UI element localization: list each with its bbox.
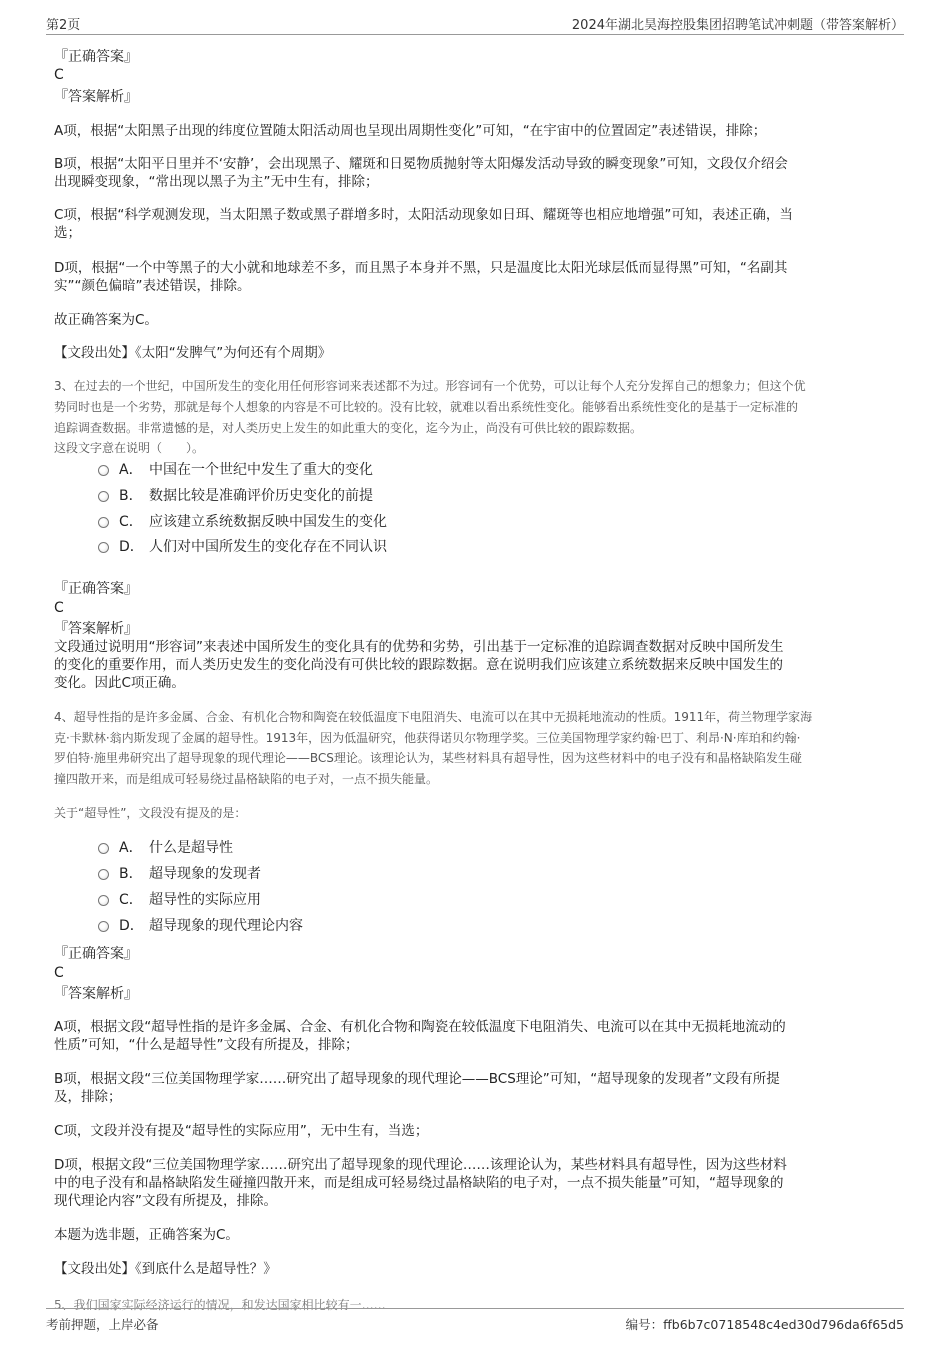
analysis-d-line2: 实”“颜色偏暗”表述错误，排除。: [54, 278, 251, 294]
analysis-d-line1: D项，根据“一个中等黑子的大小就和地球差不多，而且黑子本身并不黑，只是温度比太阳光球层低而显得黑”可知，“名副其: [54, 260, 788, 276]
radio-icon[interactable]: [98, 517, 109, 528]
q4-analysis-d-line1: D项，根据文段“三位美国物理学家……研究出了超导现象的现代理论……该理论认为，某些材料具有超导性，因为这些材料: [54, 1157, 787, 1173]
q4-option-d[interactable]: D． 超导现象的现代理论内容: [98, 917, 303, 935]
q4-stem-line2: 克·卡默林·翁内斯发现了金属的超导性。1913年，因为低温研究，他获得诺贝尔物理学奖。三位美国物理学家约翰·巴丁、利昂·N·库珀和约翰·: [54, 731, 801, 745]
document-title: 2024年湖北昊海控股集团招聘笔试冲刺题（带答案解析）: [571, 18, 904, 33]
q4-source-citation: 【文段出处】《到底什么是超导性？》: [54, 1261, 277, 1277]
radio-icon[interactable]: [98, 542, 109, 553]
q4-analysis-a-line1: A项，根据文段“超导性指的是许多金属、合金、有机化合物和陶瓷在较低温度下电阻消失、电流可以在其中无损耗地流动的: [54, 1019, 786, 1035]
q4-analysis-d-line2: 中的电子没有和晶格缺陷发生碰撞四散开来，而是组成可轻易绕过晶格缺陷的电子对，一点不损失能量”可知，“超导现象的: [54, 1175, 784, 1191]
analysis-b-line2: 出现瞬变现象，“常出现以黑子为主”无中生有，排除；: [54, 174, 379, 190]
radio-icon[interactable]: [98, 921, 109, 932]
q3-analysis-line2: 的变化的重要作用，而人类历史发生的变化尚没有可供比较的跟踪数据。意在说明我们应该建立系统数据来反映中国发生的: [54, 657, 783, 673]
q4-analysis-a-line2: 性质”可知，“什么是超导性”文段有所提及，排除；: [54, 1037, 359, 1053]
q4-analysis-d-line3: 现代理论内容”文段有所提及，排除。: [54, 1193, 277, 1209]
q3-question: 这段文字意在说明（ ）。: [54, 441, 205, 455]
source-citation: 【文段出处】《太阳“发脾气”为何还有个周期》: [54, 345, 332, 361]
q4-stem-line1: 4、超导性指的是许多金属、合金、有机化合物和陶瓷在较低温度下电阻消失、电流可以在其中无损耗地流动的性质。1911年，荷兰物理学家海: [54, 710, 813, 724]
analysis-b-line1: B项，根据“太阳平日里并不‘安静’，会出现黑子、耀斑和日冕物质抛射等太阳爆发活动导致的瞬变现象”可知，文段仅介绍会: [54, 156, 788, 172]
q3-option-b[interactable]: B． 数据比较是准确评价历史变化的前提: [98, 487, 373, 505]
q4-option-b[interactable]: B． 超导现象的发现者: [98, 865, 261, 883]
q3-analysis-line1: 文段通过说明用“形容词”来表述中国所发生的变化具有的优势和劣势，引出基于一定标准的追踪调查数据对反映中国所发生: [54, 639, 784, 655]
analysis-label: 『答案解析』: [54, 89, 138, 105]
footer-slogan: 考前押题，上岸必备: [46, 1317, 159, 1332]
radio-icon[interactable]: [98, 869, 109, 880]
radio-icon[interactable]: [98, 895, 109, 906]
q4-analysis-b-line1: B项，根据文段“三位美国物理学家……研究出了超导现象的现代理论——BCS理论”可知，“超导现象的发现者”文段有所提: [54, 1071, 780, 1087]
answer-value: C: [54, 67, 64, 83]
q4-analysis-label: 『答案解析』: [54, 986, 138, 1002]
q4-option-a[interactable]: A． 什么是超导性: [98, 839, 233, 857]
q3-stem-line1: 3、在过去的一个世纪，中国所发生的变化用任何形容词来表述都不为过。形容词有一个优势，可以让每个人充分发挥自己的想象力；但这个优: [54, 379, 806, 393]
q3-answer-label: 『正确答案』: [54, 581, 138, 597]
q4-question: 关于“超导性”，文段没有提及的是：: [54, 806, 247, 820]
page-header: [46, 14, 904, 35]
q3-option-d[interactable]: D． 人们对中国所发生的变化存在不同认识: [98, 538, 387, 556]
radio-icon[interactable]: [98, 465, 109, 476]
q3-option-a[interactable]: A． 中国在一个世纪中发生了重大的变化: [98, 461, 373, 479]
q4-answer-value: C: [54, 965, 64, 981]
q3-analysis-label: 『答案解析』: [54, 621, 138, 637]
document-code: 编号：ffb6b7c0718548c4ed30d796da6f65d5: [625, 1317, 904, 1332]
q4-conclusion: 本题为选非题，正确答案为C。: [54, 1227, 239, 1243]
q4-stem-line4: 撞四散开来，而是组成可轻易绕过晶格缺陷的电子对，一点不损失能量。: [54, 772, 439, 786]
radio-icon[interactable]: [98, 843, 109, 854]
q4-analysis-c: C项，文段并没有提及“超导性的实际应用”，无中生有，当选；: [54, 1123, 429, 1139]
q4-answer-label: 『正确答案』: [54, 946, 138, 962]
analysis-c-line2: 选；: [54, 225, 81, 241]
q4-stem-line3: 罗伯特·施里弗研究出了超导现象的现代理论——BCS理论。该理论认为，某些材料具有超导性，因为这些材料中的电子没有和晶格缺陷发生碰: [54, 751, 802, 765]
analysis-c-line1: C项，根据“科学观测发现，当太阳黑子数或黑子群增多时，太阳活动现象如日珥、耀斑等也相应地增强”可知，表述正确，当: [54, 207, 793, 223]
q4-option-c[interactable]: C． 超导性的实际应用: [98, 891, 261, 909]
answer-label: 『正确答案』: [54, 49, 138, 65]
conclusion: 故正确答案为C。: [54, 312, 158, 328]
analysis-a: A项，根据“太阳黑子出现的纬度位置随太阳活动周也呈现出周期性变化”可知，“在宇宙中的位置固定”表述错误，排除；: [54, 123, 767, 139]
q3-stem-line2: 势同时也是一个劣势，那就是每个人想象的内容是不可比较的。没有比较，就难以看出系统性变化。能够看出系统性变化的是基于一定标准的: [54, 400, 799, 414]
page-number: 第2页: [46, 18, 81, 33]
q3-option-c[interactable]: C． 应该建立系统数据反映中国发生的变化: [98, 513, 387, 531]
radio-icon[interactable]: [98, 491, 109, 502]
next-question-fragment: 5、我们国家实际经济运行的情况，和发达国家相比较有一……: [54, 1298, 386, 1312]
page-footer: [46, 1308, 904, 1337]
q3-analysis-line3: 变化。因此C项正确。: [54, 675, 185, 691]
q4-analysis-b-line2: 及，排除；: [54, 1089, 122, 1105]
q3-stem-line3: 追踪调查数据。非常遗憾的是，对人类历史上发生的如此重大的变化，迄今为止，尚没有可供比较的跟踪数据。: [54, 421, 643, 435]
q3-answer-value: C: [54, 600, 64, 616]
